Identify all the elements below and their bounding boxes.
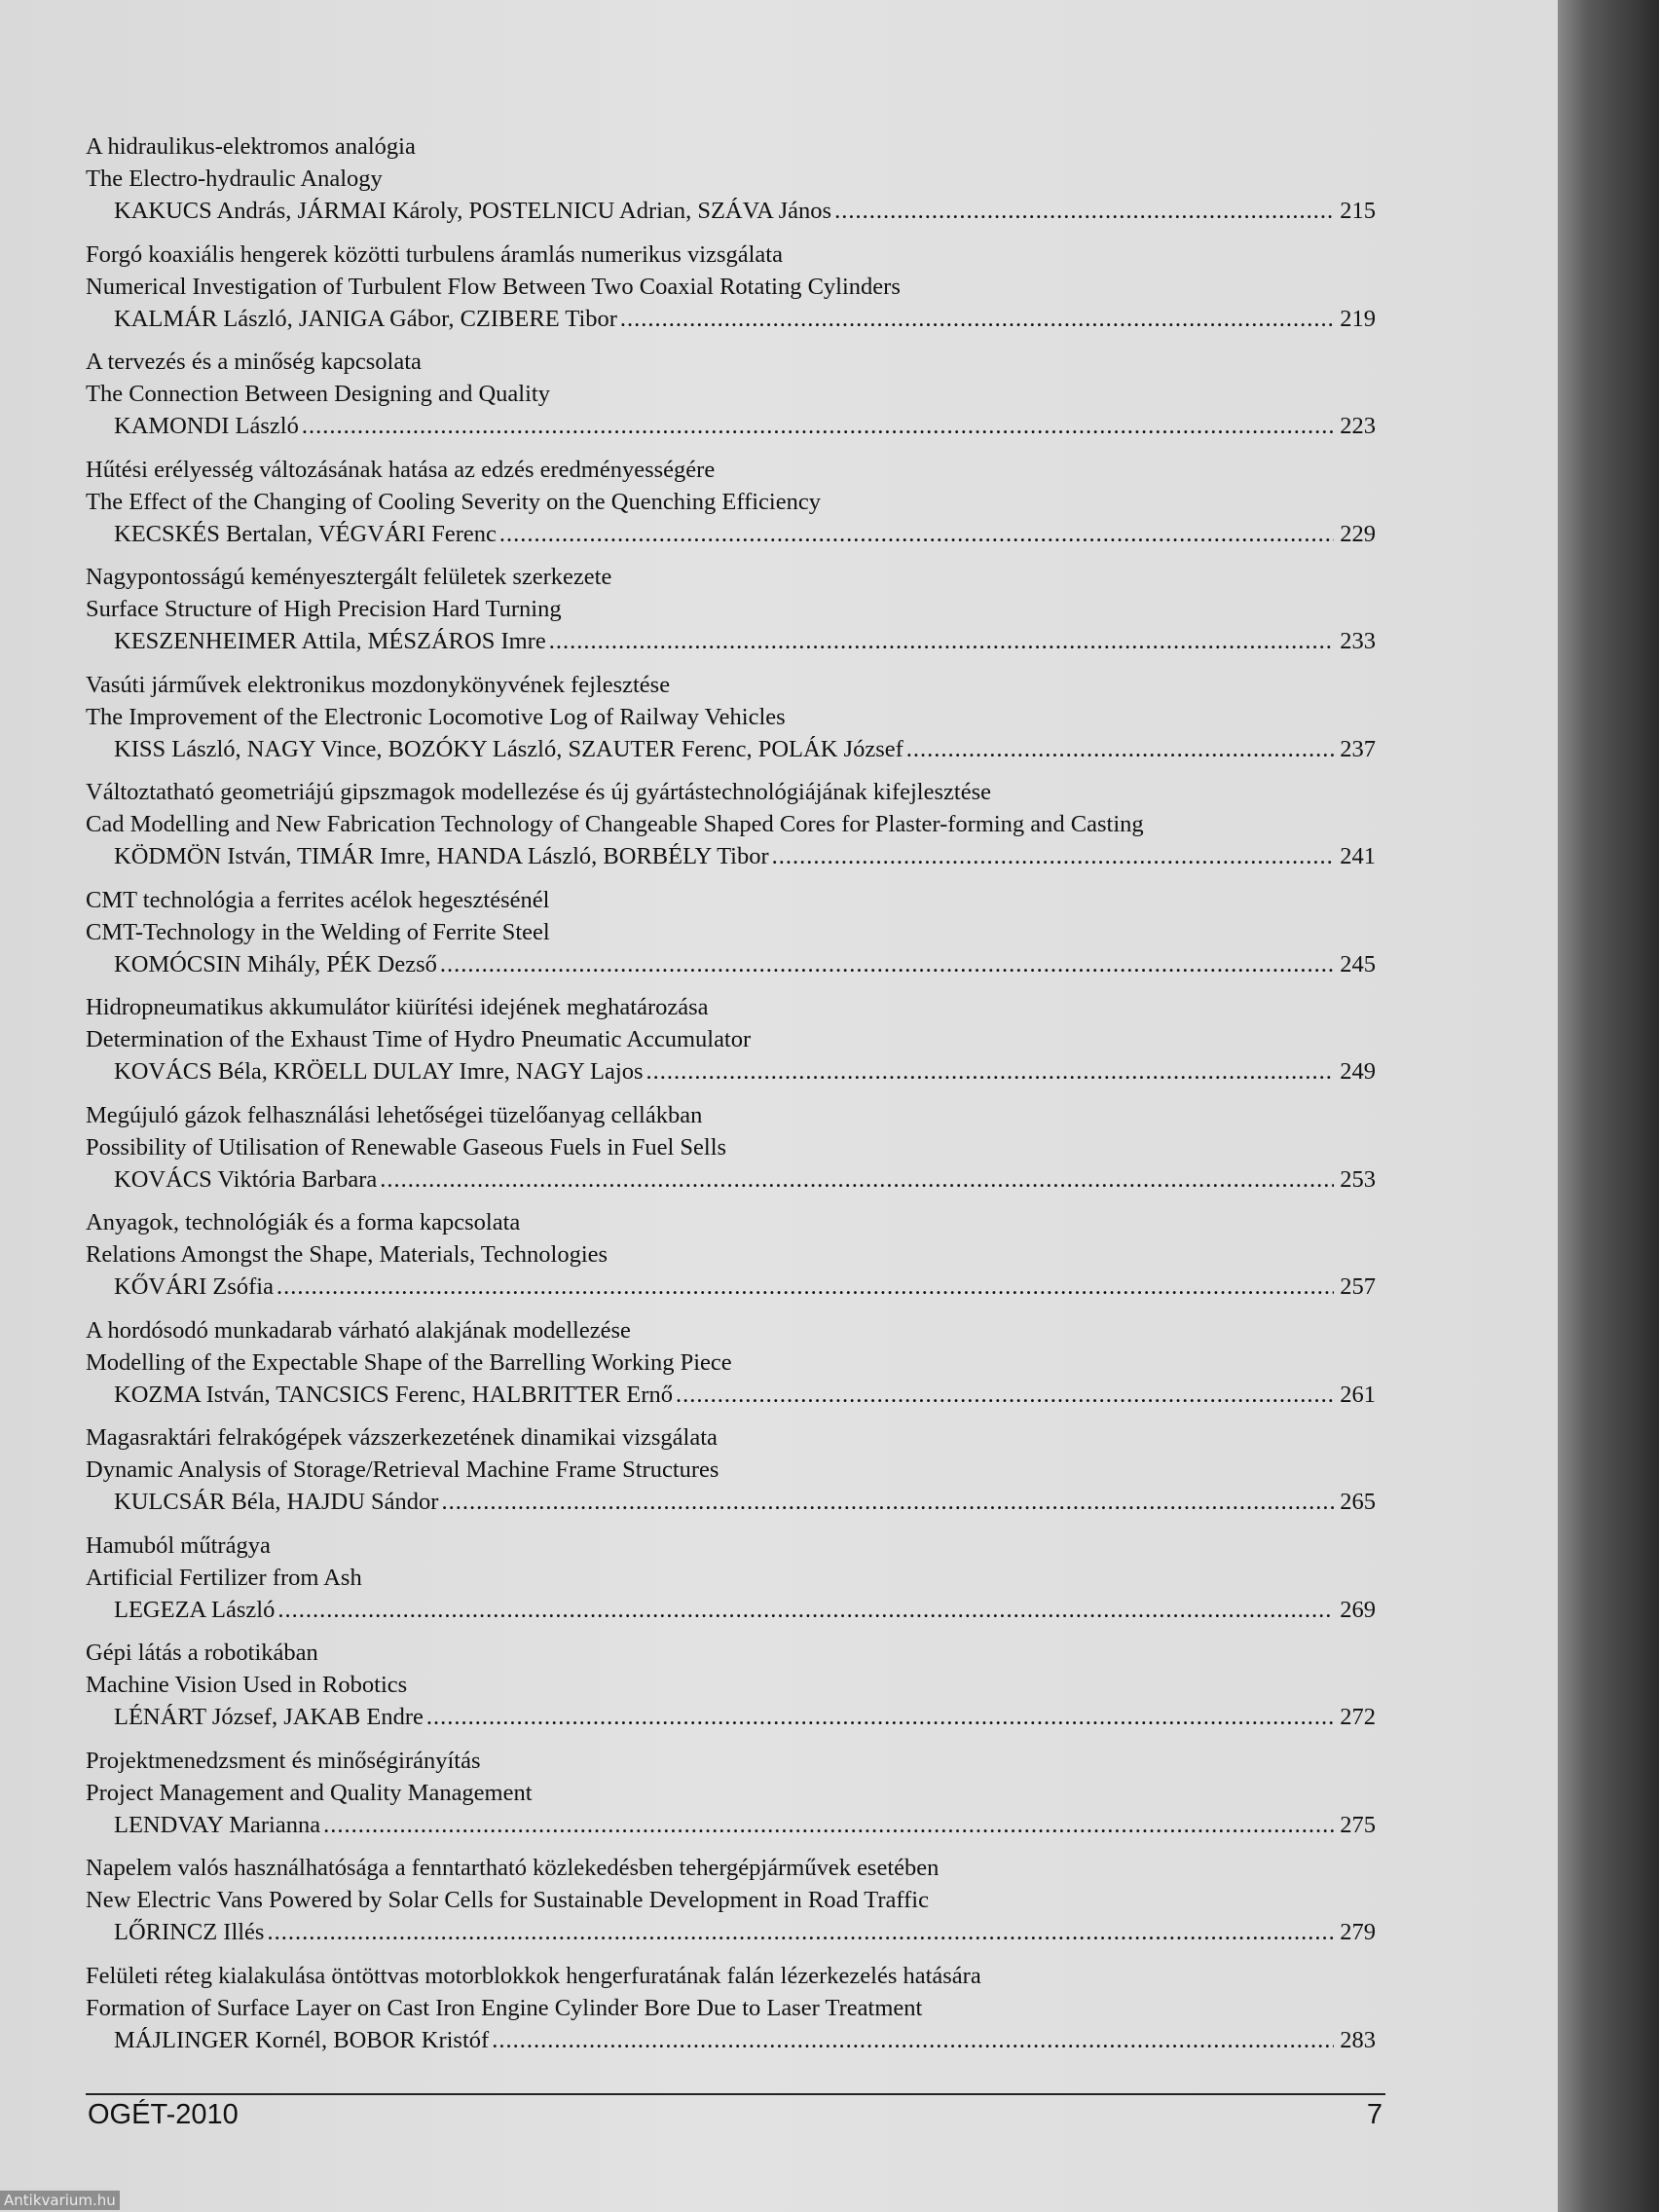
dot-leader xyxy=(440,948,1334,980)
dot-leader xyxy=(441,1486,1334,1518)
dot-leader xyxy=(267,1916,1334,1948)
dot-leader xyxy=(499,518,1334,550)
toc-title-hu: Napelem valós használhatósága a fenntartható közlekedésben tehergépjárművek esetében xyxy=(86,1855,940,1881)
toc-title-en: Artificial Fertilizer from Ash xyxy=(86,1564,362,1591)
toc-title-en: Surface Structure of High Precision Hard Turning xyxy=(86,596,562,622)
toc-authors-line xyxy=(86,1701,1376,1733)
toc-authors-line xyxy=(86,195,1376,227)
toc-title-hu: A hordósodó munkadarab várható alakjának modellezése xyxy=(86,1316,631,1344)
dot-leader xyxy=(645,1055,1334,1088)
toc-authors-line xyxy=(86,518,1376,550)
toc-authors: KAMONDI László xyxy=(114,413,299,439)
toc-title-en: The Electro-hydraulic Analogy xyxy=(86,166,383,192)
book-edge-shadow xyxy=(1558,0,1659,2212)
toc-entry xyxy=(86,561,1376,669)
toc-entry xyxy=(86,454,1376,562)
toc-authors-line xyxy=(86,1916,1376,1948)
toc-entry xyxy=(86,669,1376,777)
dot-leader xyxy=(277,1594,1334,1626)
toc-title-en: Dynamic Analysis of Storage/Retrieval Machine Frame Structures xyxy=(86,1456,719,1483)
toc-entry xyxy=(86,1314,1376,1422)
toc-authors: MÁJLINGER Kornél, BOBOR Kristóf xyxy=(114,2026,490,2053)
toc-authors-line xyxy=(86,948,1376,980)
toc-authors-line xyxy=(86,840,1376,872)
toc-title-hu: Megújuló gázok felhasználási lehetőségei tüzelőanyag cellákban xyxy=(86,1101,703,1128)
toc-title-en: Numerical Investigation of Turbulent Flow Between Two Coaxial Rotating Cylinders xyxy=(86,273,901,300)
toc-title-en: Formation of Surface Layer on Cast Iron Engine Cylinder Bore Due to Laser Treatment xyxy=(86,1994,923,2021)
toc-page-number: 223 xyxy=(1340,413,1376,439)
toc-authors: LŐRINCZ Illés xyxy=(114,1919,265,1945)
toc-entry xyxy=(86,1421,1376,1530)
dot-leader xyxy=(426,1701,1334,1733)
watermark: Antikvarium.hu xyxy=(0,2191,120,2210)
toc-title-en: Cad Modelling and New Fabrication Technology of Changeable Shaped Cores for Plaster-forming and Casting xyxy=(86,811,1144,837)
toc-authors-line xyxy=(86,1809,1376,1841)
toc-authors-line xyxy=(86,303,1376,335)
toc-entry xyxy=(86,1852,1376,1960)
toc-page-number: 257 xyxy=(1340,1273,1376,1300)
toc-entry xyxy=(86,130,1376,239)
toc-authors: KÖDMÖN István, TIMÁR Imre, HANDA László, BORBÉLY Tibor xyxy=(114,843,769,869)
toc-entry xyxy=(86,1960,1376,2068)
toc-title-hu: Hűtési erélyesség változásának hatása az edzés eredményességére xyxy=(86,456,716,483)
toc-page-number: 253 xyxy=(1340,1165,1376,1193)
toc-authors-line xyxy=(86,1594,1376,1626)
toc-authors-line xyxy=(86,625,1376,657)
toc-authors-line xyxy=(86,1163,1376,1196)
toc-title-en: New Electric Vans Powered by Solar Cells for Sustainable Development in Road Traffic xyxy=(86,1887,929,1913)
toc-page-number: 219 xyxy=(1340,305,1376,332)
toc-authors-line xyxy=(86,1271,1376,1303)
toc-title-hu: Nagypontosságú keményesztergált felületek szerkezete xyxy=(86,564,612,590)
toc-authors: KAKUCS András, JÁRMAI Károly, POSTELNICU Adrian, SZÁVA János xyxy=(114,198,832,224)
dot-leader xyxy=(323,1809,1334,1841)
toc-title-en: The Connection Between Designing and Quality xyxy=(86,381,550,407)
toc-page-number: 283 xyxy=(1340,2026,1376,2053)
toc-title-en: CMT-Technology in the Welding of Ferrite Steel xyxy=(86,918,550,945)
footer-conference-label: OGÉT-2010 xyxy=(88,2099,239,2130)
toc-page-number: 249 xyxy=(1340,1058,1376,1085)
toc-title-hu: Gépi látás a robotikában xyxy=(86,1640,318,1666)
toc-page-number: 265 xyxy=(1340,1489,1376,1515)
toc-entry xyxy=(86,239,1376,347)
dot-leader xyxy=(772,840,1334,872)
toc-title-hu: CMT technológia a ferrites acélok hegesztésénél xyxy=(86,886,550,913)
toc-title-en: Machine Vision Used in Robotics xyxy=(86,1672,408,1698)
toc-title-hu: Vasúti járművek elektronikus mozdonykönyvének fejlesztése xyxy=(86,671,671,698)
toc-entry xyxy=(86,991,1376,1099)
toc-entry xyxy=(86,346,1376,454)
toc-entry xyxy=(86,1637,1376,1745)
dot-leader xyxy=(549,625,1334,657)
toc-authors: KOMÓCSIN Mihály, PÉK Dezső xyxy=(114,950,437,977)
toc-page-number: 241 xyxy=(1340,843,1376,869)
toc-page-number: 261 xyxy=(1340,1381,1376,1408)
dot-leader xyxy=(620,303,1334,335)
toc-title-hu: Változtatható geometriájú gipszmagok modellezése és új gyártástechnológiájának kifejlesztése xyxy=(86,779,991,805)
dot-leader xyxy=(834,195,1334,227)
toc-page-number: 279 xyxy=(1340,1919,1376,1945)
toc-page-number: 215 xyxy=(1340,198,1376,224)
toc-authors: KECSKÉS Bertalan, VÉGVÁRI Ferenc xyxy=(114,520,497,547)
toc-authors-line xyxy=(86,733,1376,765)
dot-leader xyxy=(492,2024,1334,2056)
dot-leader xyxy=(380,1163,1334,1196)
toc-title-en: Determination of the Exhaust Time of Hydro Pneumatic Accumulator xyxy=(86,1026,752,1052)
dot-leader xyxy=(276,1271,1334,1303)
table-of-contents xyxy=(86,130,1376,2067)
toc-authors: KOVÁCS Viktória Barbara xyxy=(114,1165,378,1193)
toc-entry xyxy=(86,776,1376,884)
toc-authors-line xyxy=(86,1486,1376,1518)
toc-authors-line xyxy=(86,410,1376,442)
toc-page-number: 269 xyxy=(1340,1596,1376,1623)
toc-page-number: 275 xyxy=(1340,1811,1376,1838)
toc-authors-line xyxy=(86,1055,1376,1088)
toc-title-hu: Forgó koaxiális hengerek közötti turbulens áramlás numerikus vizsgálata xyxy=(86,240,783,268)
toc-page-number: 237 xyxy=(1340,735,1376,762)
toc-title-hu: A tervezés és a minőség kapcsolata xyxy=(86,349,422,375)
toc-page-number: 233 xyxy=(1340,628,1376,654)
toc-entry xyxy=(86,884,1376,992)
toc-authors: KISS László, NAGY Vince, BOZÓKY László, SZAUTER Ferenc, POLÁK József xyxy=(114,735,903,762)
toc-title-hu: Hidropneumatikus akkumulátor kiürítési idejének meghatározása xyxy=(86,994,709,1020)
toc-title-hu: A hidraulikus-elektromos analógia xyxy=(86,133,416,160)
toc-title-hu: Felületi réteg kialakulása öntöttvas motorblokkok hengerfuratának falán lézerkezelés hatására xyxy=(86,1962,981,1989)
dot-leader xyxy=(302,410,1334,442)
toc-authors-line xyxy=(86,1379,1376,1411)
toc-authors: LEGEZA László xyxy=(114,1596,276,1623)
toc-authors: LÉNÁRT József, JAKAB Endre xyxy=(114,1704,424,1730)
dot-leader xyxy=(906,733,1334,765)
toc-authors: KALMÁR László, JANIGA Gábor, CZIBERE Tibor xyxy=(114,305,617,332)
toc-title-en: The Improvement of the Electronic Locomotive Log of Railway Vehicles xyxy=(86,703,786,730)
toc-authors: KULCSÁR Béla, HAJDU Sándor xyxy=(114,1489,439,1515)
toc-authors-line xyxy=(86,2024,1376,2056)
footer-divider xyxy=(86,2093,1385,2095)
toc-page-number: 229 xyxy=(1340,520,1376,547)
toc-entry xyxy=(86,1206,1376,1314)
toc-page-number: 272 xyxy=(1340,1704,1376,1730)
toc-title-hu: Hamuból műtrágya xyxy=(86,1531,271,1559)
toc-authors: KOZMA István, TANCSICS Ferenc, HALBRITTER Ernő xyxy=(114,1381,673,1408)
toc-title-hu: Projektmenedzsment és minőségirányítás xyxy=(86,1747,481,1774)
toc-entry xyxy=(86,1099,1376,1207)
toc-entry xyxy=(86,1745,1376,1853)
toc-authors: KOVÁCS Béla, KRÖELL DULAY Imre, NAGY Lajos xyxy=(114,1058,644,1085)
toc-title-en: Modelling of the Expectable Shape of the Barrelling Working Piece xyxy=(86,1348,732,1376)
toc-title-en: Possibility of Utilisation of Renewable Gaseous Fuels in Fuel Sells xyxy=(86,1133,727,1161)
toc-authors: KESZENHEIMER Attila, MÉSZÁROS Imre xyxy=(114,628,546,654)
toc-authors: LENDVAY Marianna xyxy=(114,1811,321,1838)
toc-authors: KŐVÁRI Zsófia xyxy=(114,1273,274,1300)
footer-page-number: 7 xyxy=(1366,2099,1382,2130)
toc-title-en: Relations Amongst the Shape, Materials, Technologies xyxy=(86,1241,608,1268)
toc-title-hu: Magasraktári felrakógépek vázszerkezetének dinamikai vizsgálata xyxy=(86,1424,718,1451)
toc-page-number: 245 xyxy=(1340,950,1376,977)
dot-leader xyxy=(676,1379,1334,1411)
toc-entry xyxy=(86,1530,1376,1638)
toc-title-en: Project Management and Quality Management xyxy=(86,1779,533,1806)
toc-title-en: The Effect of the Changing of Cooling Severity on the Quenching Efficiency xyxy=(86,488,821,515)
toc-title-hu: Anyagok, technológiák és a forma kapcsolata xyxy=(86,1209,521,1235)
